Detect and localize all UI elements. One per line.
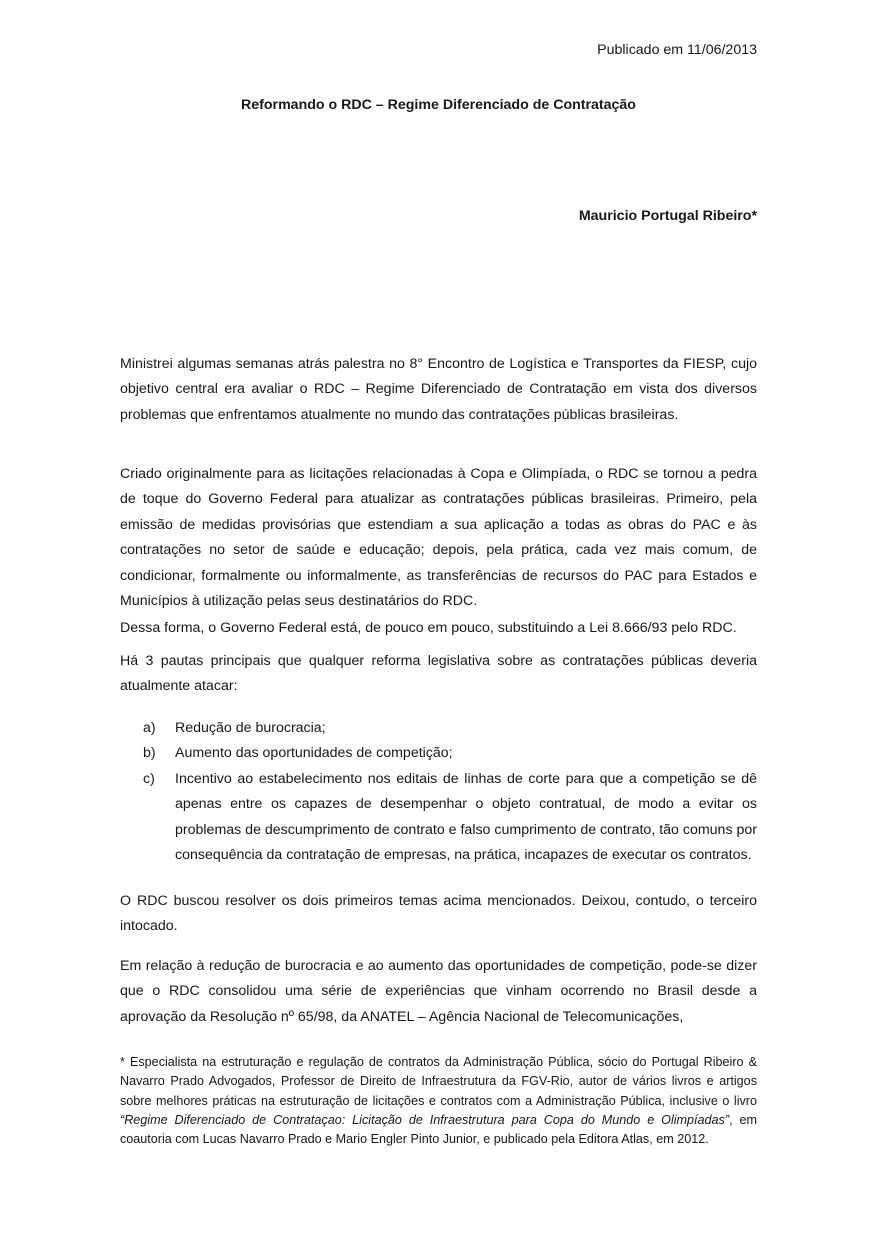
footnote-book-title: “Regime Diferenciado de Contrataçao: Licitação de Infraestrutura para Copa do Mundo e Olimpíadas” xyxy=(120,1112,730,1127)
footnote-text-before: * Especialista na estruturação e regulação de contratos da Administração Pública, sócio do Portugal Ribeiro & Navarro Prado Advogados, Professor de Direito de Infraestrutura da FGV-Rio, autor de vários livros e artigos sobre melhores práticas na estruturação de licitações e contratos com a Administração Pública, inclusive o livro xyxy=(120,1055,757,1108)
page-title: Reformando o RDC – Regime Diferenciado de Contratação xyxy=(241,97,636,113)
list-item-marker: a) xyxy=(143,720,156,736)
list-item-marker: c) xyxy=(143,770,155,787)
list-item xyxy=(120,716,757,741)
body-paragraph-4: Há 3 pautas principais que qualquer reforma legislativa sobre as contratações públicas deveria atualmente atacar: xyxy=(120,653,757,695)
footnote xyxy=(120,1053,757,1149)
list-item-text: Incentivo ao estabelecimento nos editais de linhas de corte para que a competição se dê apenas entre os capazes de desempenhar o objeto contratual, de modo a evitar os problemas de descumprimento de contrato e falso cumprimento de contrato, tão comuns por consequência da contratação de empresas, na prática, incapazes de executar os contratos. xyxy=(175,770,757,864)
body-paragraph-6: Em relação à redução de burocracia e ao aumento das oportunidades de competição, pode-se dizer que o RDC consolidou uma série de experiências que vinham ocorrendo no Brasil desde a aprovação da Resolução nº 65/98, da ANATEL – Agência Nacional de Telecomunicações, xyxy=(120,958,757,1025)
body-paragraph-2: Criado originalmente para as licitações relacionadas à Copa e Olimpíada, o RDC se tornou a pedra de toque do Governo Federal para atualizar as contratações públicas brasileiras. Primeiro, pela emissão de medidas provisórias que estendiam a sua aplicação a todas as obras do PAC e às contratações no setor de saúde e educação; depois, pela prática, cada vez mais comum, de condicionar, formalmente ou informalmente, as transferências de recursos do PAC para Estados e Municípios à utilização pelas seus destinatários do RDC. xyxy=(120,466,757,610)
list-item-marker: b) xyxy=(143,745,156,762)
body-paragraph-5: O RDC buscou resolver os dois primeiros temas acima mencionados. Deixou, contudo, o terceiro intocado. xyxy=(120,893,757,935)
list-item xyxy=(120,767,757,869)
list-item-text: Redução de burocracia; xyxy=(175,720,326,736)
lettered-list xyxy=(120,716,757,868)
footnote-text-after: , em coautoria com Lucas Navarro Prado e Mario Engler Pinto Junior, e publicado pela Editora Atlas, em 2012. xyxy=(120,1112,757,1147)
author-byline: Mauricio Portugal Ribeiro* xyxy=(578,208,757,224)
body-paragraph-3: Dessa forma, o Governo Federal está, de pouco em pouco, substituindo a Lei 8.666/93 pelo RDC. xyxy=(120,620,737,636)
list-item xyxy=(120,741,757,766)
publication-date: Publicado em 11/06/2013 xyxy=(597,42,757,58)
list-item-text: Aumento das oportunidades de competição; xyxy=(175,745,453,762)
body-paragraph-1: Ministrei algumas semanas atrás palestra no 8° Encontro de Logística e Transportes da FIESP, cujo objetivo central era avaliar o RDC – Regime Diferenciado de Contratação em vista dos diversos problemas que enfrentamos atualmente no mundo das contratações públicas brasileiras. xyxy=(120,356,757,423)
